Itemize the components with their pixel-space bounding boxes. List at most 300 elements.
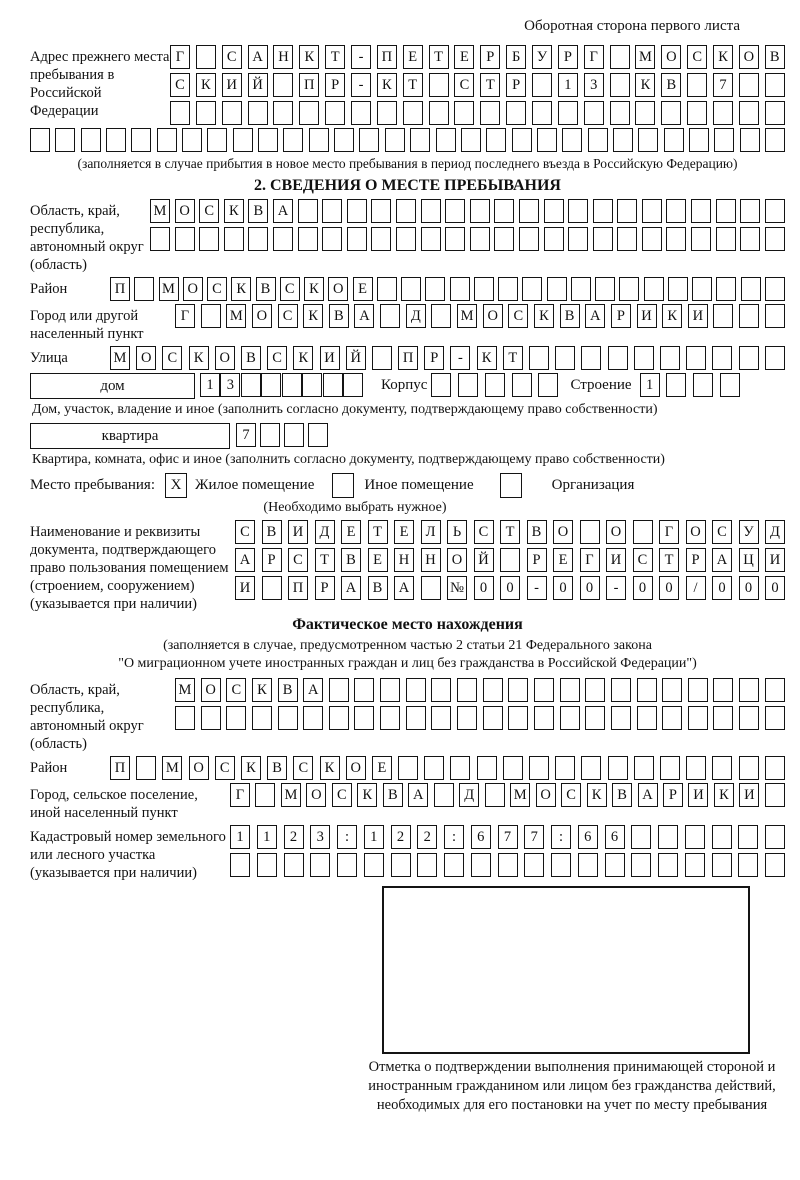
char-box[interactable] [740,227,760,251]
char-box[interactable] [248,227,268,251]
char-box[interactable]: В [368,576,388,600]
char-box[interactable]: 7 [713,73,733,97]
char-box[interactable]: Р [527,548,547,572]
char-box[interactable]: К [357,783,377,807]
char-box[interactable]: О [201,678,221,702]
char-box[interactable]: № [447,576,467,600]
char-box[interactable] [222,101,242,125]
char-box[interactable]: Д [459,783,479,807]
char-box[interactable] [343,373,363,397]
char-box[interactable]: С [712,520,732,544]
char-box[interactable] [347,199,367,223]
char-box[interactable] [406,706,426,730]
char-box[interactable]: К [477,346,497,370]
char-box[interactable]: 2 [391,825,411,849]
char-box[interactable]: К [320,756,340,780]
char-box[interactable] [692,277,712,301]
char-box[interactable]: С [162,346,182,370]
char-box[interactable] [740,128,760,152]
char-box[interactable] [660,756,680,780]
char-box[interactable] [547,277,567,301]
char-box[interactable]: И [606,548,626,572]
char-box[interactable] [485,783,505,807]
char-box[interactable]: О [306,783,326,807]
char-box[interactable] [431,706,451,730]
char-box[interactable] [519,199,539,223]
char-box[interactable]: С [222,45,242,69]
char-box[interactable] [396,227,416,251]
char-box[interactable] [712,346,732,370]
char-box[interactable]: А [354,304,374,328]
char-box[interactable] [532,73,552,97]
char-box[interactable] [611,678,631,702]
char-box[interactable] [605,853,625,877]
char-box[interactable]: 0 [633,576,653,600]
char-box[interactable]: Ь [447,520,467,544]
char-box[interactable] [738,853,758,877]
char-box[interactable]: А [235,548,255,572]
char-box[interactable] [739,101,759,125]
char-box[interactable]: С [278,304,298,328]
char-box[interactable] [712,756,732,780]
char-box[interactable]: А [273,199,293,223]
char-box[interactable]: С [293,756,313,780]
char-box[interactable] [284,423,304,447]
char-box[interactable] [450,756,470,780]
char-box[interactable] [431,373,451,397]
char-box[interactable] [480,101,500,125]
char-box[interactable] [687,73,707,97]
char-box[interactable] [354,706,374,730]
char-box[interactable]: В [278,678,298,702]
char-box[interactable]: А [341,576,361,600]
char-box[interactable] [691,227,711,251]
char-box[interactable] [503,756,523,780]
char-box[interactable] [150,227,170,251]
char-box[interactable]: А [248,45,268,69]
char-box[interactable] [196,45,216,69]
char-box[interactable] [713,101,733,125]
char-box[interactable] [421,227,441,251]
char-box[interactable]: И [288,520,308,544]
char-box[interactable] [666,373,686,397]
char-box[interactable] [635,101,655,125]
char-box[interactable]: М [162,756,182,780]
char-box[interactable]: В [241,346,261,370]
char-box[interactable] [739,678,759,702]
char-box[interactable] [364,853,384,877]
char-box[interactable] [685,853,705,877]
char-box[interactable] [524,853,544,877]
char-box[interactable] [417,853,437,877]
char-box[interactable]: О [739,45,759,69]
char-box[interactable] [642,227,662,251]
char-box[interactable]: Т [503,346,523,370]
char-box[interactable] [568,199,588,223]
char-box[interactable] [685,825,705,849]
char-box[interactable] [633,520,653,544]
char-box[interactable] [322,227,342,251]
char-box[interactable] [765,756,785,780]
char-box[interactable] [584,101,604,125]
char-box[interactable]: И [637,304,657,328]
char-box[interactable] [157,128,177,152]
char-box[interactable] [196,101,216,125]
char-box[interactable]: К [224,199,244,223]
char-box[interactable]: О [183,277,203,301]
char-box[interactable]: К [189,346,209,370]
char-box[interactable] [666,199,686,223]
char-box[interactable] [298,199,318,223]
stay-option-organization-checkbox[interactable] [500,473,522,498]
char-box[interactable]: 6 [605,825,625,849]
char-box[interactable]: В [248,199,268,223]
char-box[interactable]: О [189,756,209,780]
char-box[interactable]: Е [372,756,392,780]
char-box[interactable]: 6 [471,825,491,849]
char-box[interactable]: Р [325,73,345,97]
char-box[interactable] [282,373,302,397]
char-box[interactable]: : [337,825,357,849]
char-box[interactable] [713,678,733,702]
char-box[interactable] [283,128,303,152]
char-box[interactable]: - [606,576,626,600]
char-box[interactable]: Е [403,45,423,69]
char-box[interactable] [631,853,651,877]
char-box[interactable] [310,853,330,877]
char-box[interactable] [595,277,615,301]
char-box[interactable] [688,678,708,702]
char-box[interactable]: Д [765,520,785,544]
char-box[interactable] [434,783,454,807]
char-box[interactable]: М [510,783,530,807]
char-box[interactable]: С [561,783,581,807]
char-box[interactable] [765,346,785,370]
char-box[interactable]: В [560,304,580,328]
char-box[interactable] [436,128,456,152]
char-box[interactable] [334,128,354,152]
char-box[interactable] [765,199,785,223]
char-box[interactable]: И [688,304,708,328]
char-box[interactable] [610,73,630,97]
char-box[interactable] [765,227,785,251]
char-box[interactable]: К [303,304,323,328]
char-box[interactable]: К [713,45,733,69]
char-box[interactable]: У [739,520,759,544]
char-box[interactable] [608,346,628,370]
char-box[interactable] [371,199,391,223]
char-box[interactable] [537,128,557,152]
char-box[interactable]: О [536,783,556,807]
char-box[interactable] [555,346,575,370]
char-box[interactable] [712,825,732,849]
char-box[interactable] [30,128,50,152]
char-box[interactable] [457,706,477,730]
char-box[interactable] [713,706,733,730]
char-box[interactable] [483,678,503,702]
char-box[interactable]: 0 [765,576,785,600]
char-box[interactable] [486,128,506,152]
char-box[interactable]: И [222,73,242,97]
char-box[interactable] [686,756,706,780]
char-box[interactable]: П [377,45,397,69]
char-box[interactable] [691,199,711,223]
char-box[interactable] [410,128,430,152]
char-box[interactable] [241,373,261,397]
char-box[interactable] [558,101,578,125]
char-box[interactable] [765,853,785,877]
char-box[interactable] [560,678,580,702]
char-box[interactable]: С [508,304,528,328]
char-box[interactable] [255,783,275,807]
char-box[interactable] [544,199,564,223]
char-box[interactable] [687,101,707,125]
char-box[interactable]: И [235,576,255,600]
char-box[interactable]: 0 [553,576,573,600]
char-box[interactable] [424,756,444,780]
stay-option-residential-checkbox[interactable]: X [165,473,187,498]
char-box[interactable]: 7 [236,423,256,447]
char-box[interactable]: Т [480,73,500,97]
char-box[interactable] [765,73,785,97]
char-box[interactable] [298,227,318,251]
char-box[interactable]: Р [262,548,282,572]
char-box[interactable]: К [587,783,607,807]
char-box[interactable]: О [136,346,156,370]
char-box[interactable]: О [252,304,272,328]
char-box[interactable] [260,423,280,447]
char-box[interactable]: В [383,783,403,807]
char-box[interactable]: 0 [739,576,759,600]
char-box[interactable] [713,304,733,328]
char-box[interactable] [593,227,613,251]
char-box[interactable]: О [175,199,195,223]
char-box[interactable] [406,678,426,702]
char-box[interactable] [740,199,760,223]
char-box[interactable] [580,520,600,544]
char-box[interactable]: С [288,548,308,572]
char-box[interactable]: / [686,576,706,600]
char-box[interactable] [258,128,278,152]
char-box[interactable]: 3 [584,73,604,97]
char-box[interactable] [716,227,736,251]
char-box[interactable]: Д [406,304,426,328]
char-box[interactable] [470,227,490,251]
char-box[interactable] [714,128,734,152]
char-box[interactable] [765,783,785,807]
char-box[interactable] [716,199,736,223]
char-box[interactable]: Т [659,548,679,572]
char-box[interactable]: К [252,678,272,702]
char-box[interactable]: О [483,304,503,328]
char-box[interactable] [380,304,400,328]
char-box[interactable]: П [110,277,130,301]
char-box[interactable]: Г [170,45,190,69]
char-box[interactable]: 1 [257,825,277,849]
char-box[interactable]: М [635,45,655,69]
char-box[interactable]: Т [429,45,449,69]
char-box[interactable]: - [450,346,470,370]
char-box[interactable]: Р [663,783,683,807]
char-box[interactable]: А [638,783,658,807]
char-box[interactable] [498,277,518,301]
char-box[interactable] [354,678,374,702]
char-box[interactable] [431,678,451,702]
char-box[interactable] [371,227,391,251]
char-box[interactable] [273,227,293,251]
char-box[interactable] [284,853,304,877]
char-box[interactable]: П [110,756,130,780]
char-box[interactable]: О [686,520,706,544]
apartment-type-box[interactable]: квартира [30,423,230,449]
char-box[interactable] [429,73,449,97]
char-box[interactable]: 2 [284,825,304,849]
char-box[interactable]: Т [403,73,423,97]
char-box[interactable] [230,853,250,877]
char-box[interactable] [538,373,558,397]
char-box[interactable] [634,756,654,780]
char-box[interactable] [739,304,759,328]
char-box[interactable] [401,277,421,301]
char-box[interactable]: 6 [578,825,598,849]
char-box[interactable] [308,423,328,447]
char-box[interactable]: Й [346,346,366,370]
char-box[interactable] [461,128,481,152]
char-box[interactable]: И [320,346,340,370]
char-box[interactable] [508,678,528,702]
char-box[interactable] [765,128,785,152]
char-box[interactable]: 3 [310,825,330,849]
char-box[interactable]: Г [230,783,250,807]
char-box[interactable]: А [394,576,414,600]
char-box[interactable] [508,706,528,730]
char-box[interactable] [611,706,631,730]
char-box[interactable] [666,227,686,251]
char-box[interactable]: Ц [739,548,759,572]
char-box[interactable] [494,199,514,223]
char-box[interactable] [644,277,664,301]
char-box[interactable]: - [351,45,371,69]
char-box[interactable] [532,101,552,125]
char-box[interactable]: К [196,73,216,97]
char-box[interactable] [578,853,598,877]
char-box[interactable] [445,199,465,223]
char-box[interactable] [322,199,342,223]
char-box[interactable]: М [110,346,130,370]
char-box[interactable] [739,756,759,780]
char-box[interactable] [631,825,651,849]
char-box[interactable]: К [304,277,324,301]
char-box[interactable] [224,227,244,251]
char-box[interactable]: Г [580,548,600,572]
char-box[interactable] [175,706,195,730]
char-box[interactable]: В [527,520,547,544]
char-box[interactable] [458,373,478,397]
char-box[interactable] [303,706,323,730]
char-box[interactable]: Г [659,520,679,544]
char-box[interactable]: Р [480,45,500,69]
char-box[interactable] [741,277,761,301]
char-box[interactable]: Д [315,520,335,544]
char-box[interactable]: К [714,783,734,807]
char-box[interactable] [81,128,101,152]
char-box[interactable] [689,128,709,152]
char-box[interactable]: М [226,304,246,328]
char-box[interactable] [351,101,371,125]
char-box[interactable] [662,678,682,702]
house-type-box[interactable]: дом [30,373,195,399]
char-box[interactable]: Р [424,346,444,370]
char-box[interactable]: Т [368,520,388,544]
char-box[interactable]: О [661,45,681,69]
char-box[interactable] [396,199,416,223]
char-box[interactable]: М [175,678,195,702]
char-box[interactable] [377,101,397,125]
char-box[interactable] [544,227,564,251]
char-box[interactable] [201,304,221,328]
char-box[interactable] [560,706,580,730]
char-box[interactable] [261,373,281,397]
char-box[interactable] [529,756,549,780]
char-box[interactable] [359,128,379,152]
char-box[interactable] [637,678,657,702]
char-box[interactable] [494,227,514,251]
char-box[interactable]: П [288,576,308,600]
char-box[interactable] [131,128,151,152]
char-box[interactable]: А [585,304,605,328]
char-box[interactable]: С [207,277,227,301]
char-box[interactable] [693,373,713,397]
char-box[interactable]: Е [394,520,414,544]
char-box[interactable]: 0 [474,576,494,600]
char-box[interactable] [664,128,684,152]
char-box[interactable] [398,756,418,780]
char-box[interactable]: С [280,277,300,301]
char-box[interactable] [421,576,441,600]
char-box[interactable] [485,373,505,397]
char-box[interactable] [739,706,759,730]
char-box[interactable]: Е [368,548,388,572]
char-box[interactable]: О [346,756,366,780]
char-box[interactable] [610,101,630,125]
char-box[interactable] [506,101,526,125]
char-box[interactable]: М [457,304,477,328]
char-box[interactable] [619,277,639,301]
char-box[interactable]: 2 [417,825,437,849]
char-box[interactable] [765,825,785,849]
char-box[interactable] [421,199,441,223]
char-box[interactable] [720,373,740,397]
char-box[interactable]: : [444,825,464,849]
char-box[interactable] [226,706,246,730]
char-box[interactable] [273,73,293,97]
char-box[interactable] [765,277,785,301]
char-box[interactable] [765,101,785,125]
char-box[interactable]: Е [454,45,474,69]
char-box[interactable]: Р [315,576,335,600]
char-box[interactable] [182,128,202,152]
char-box[interactable] [688,706,708,730]
char-box[interactable] [329,706,349,730]
char-box[interactable] [500,548,520,572]
char-box[interactable]: В [262,520,282,544]
char-box[interactable] [273,101,293,125]
char-box[interactable]: К [534,304,554,328]
char-box[interactable] [686,346,706,370]
char-box[interactable] [391,853,411,877]
char-box[interactable]: 7 [524,825,544,849]
char-box[interactable]: А [408,783,428,807]
